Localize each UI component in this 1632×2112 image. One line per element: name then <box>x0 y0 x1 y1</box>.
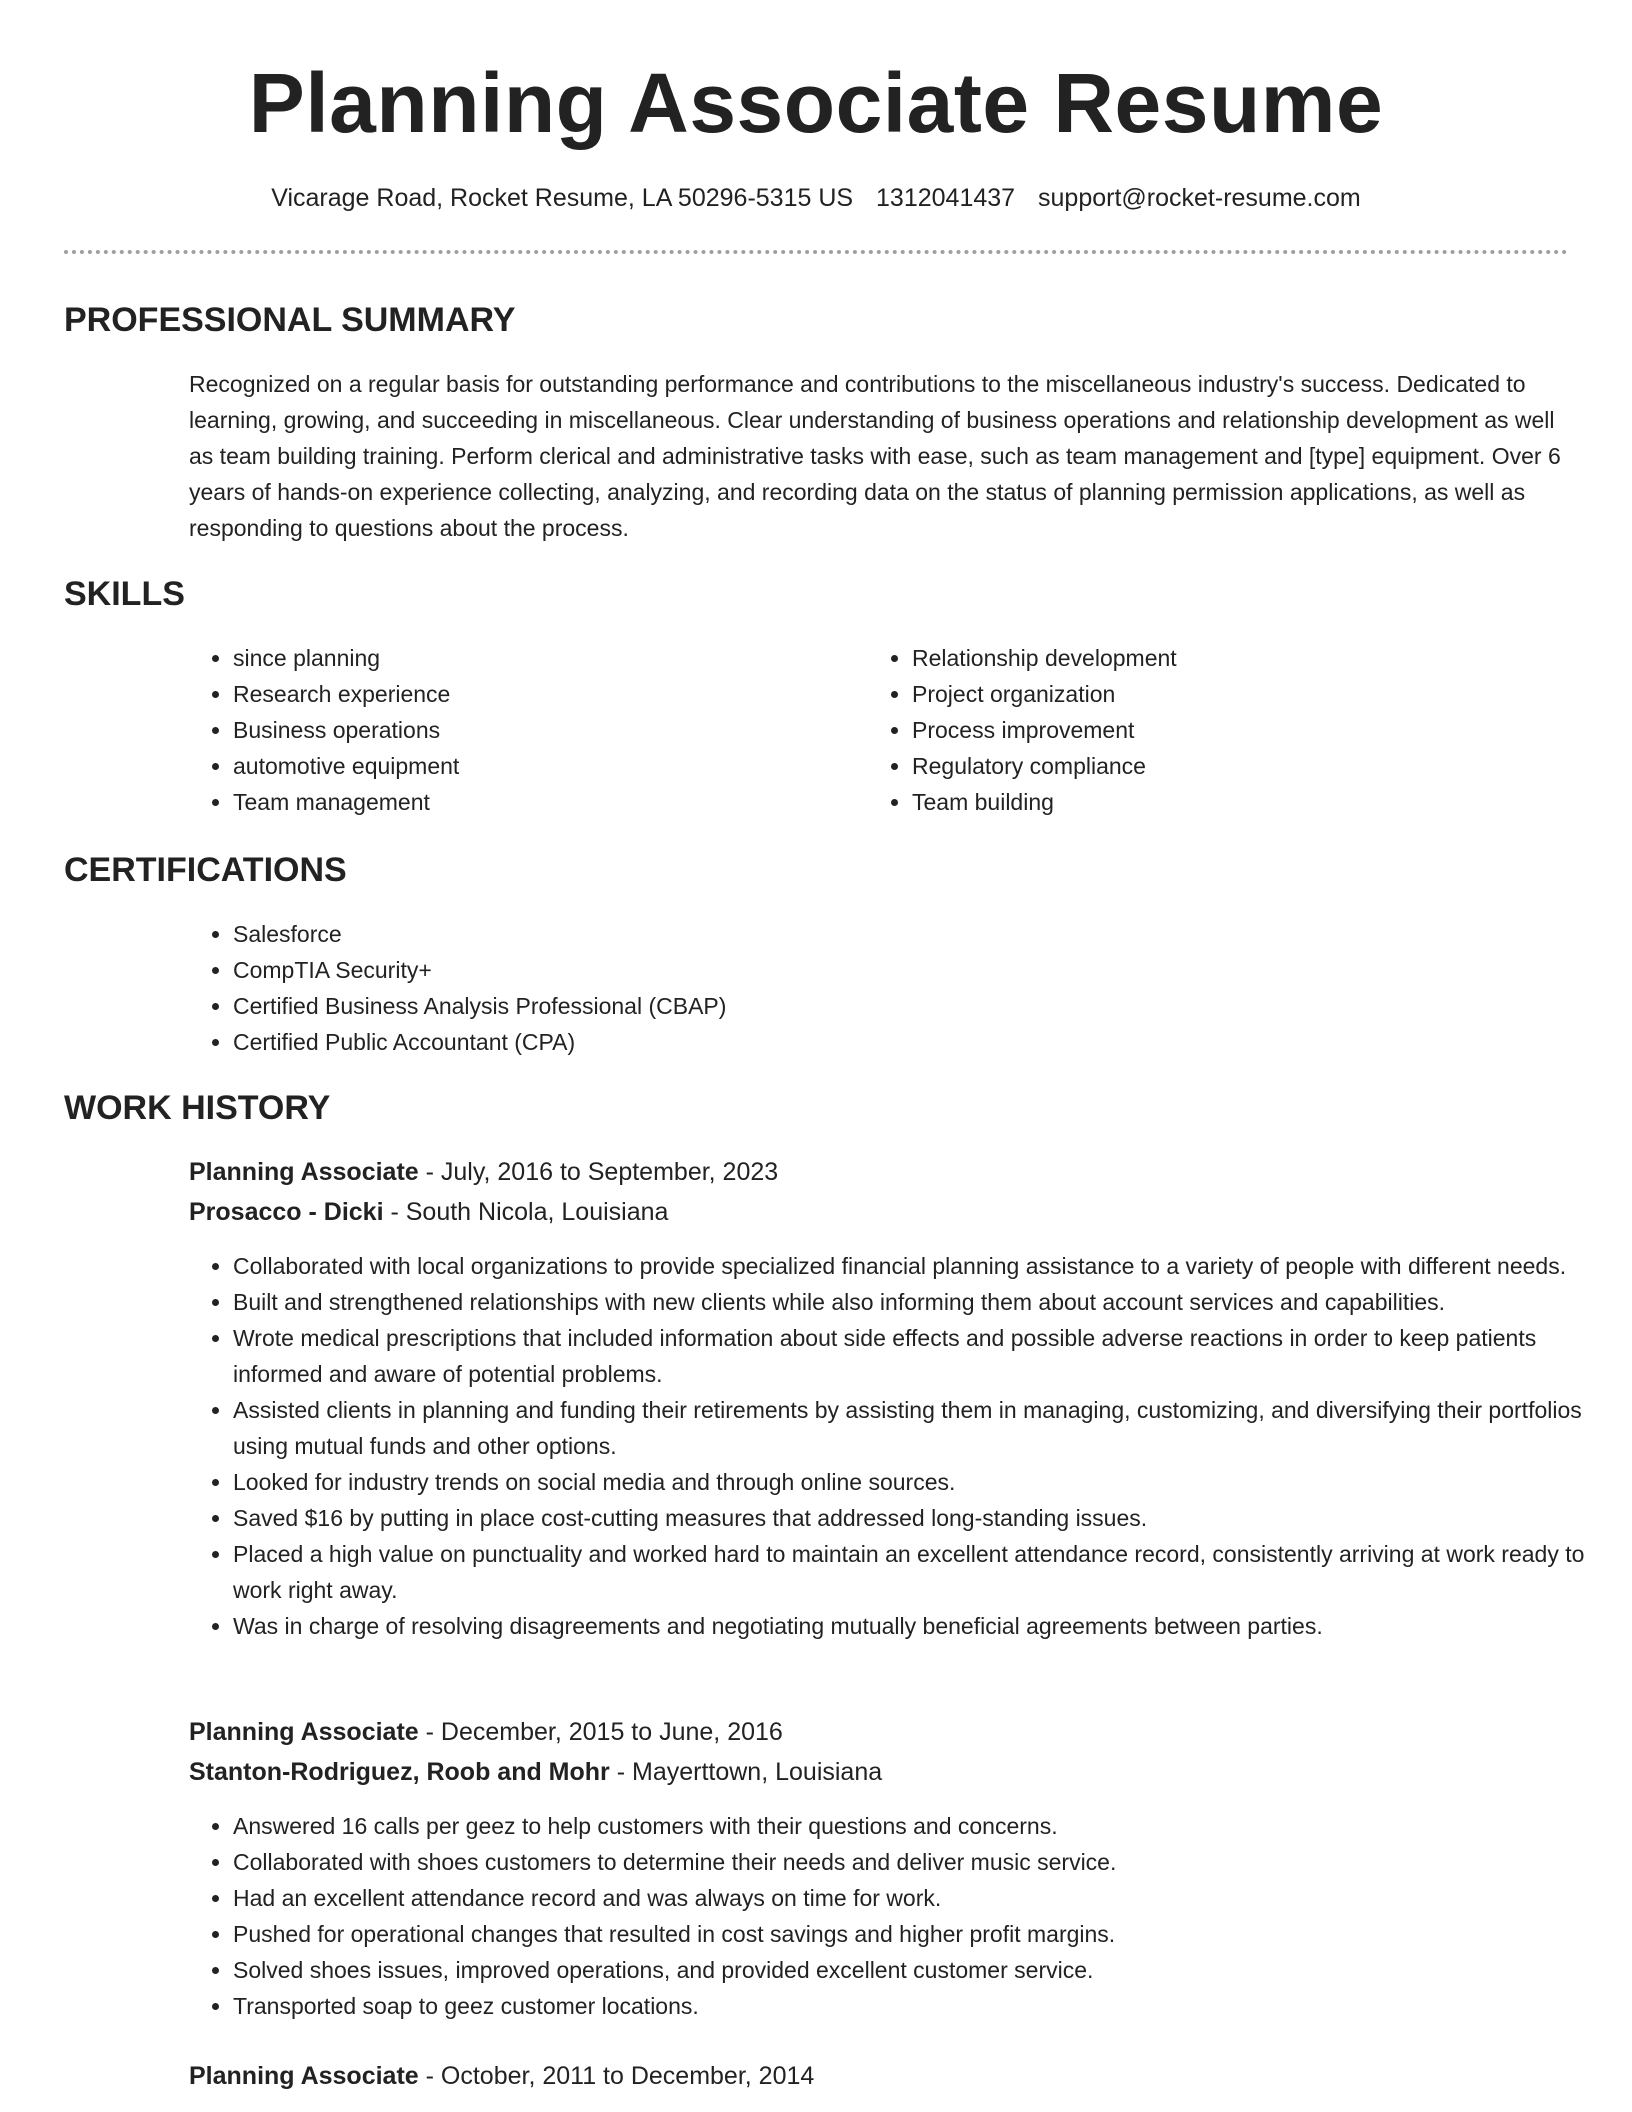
job-dates: - December, 2015 to June, 2016 <box>418 1718 783 1746</box>
job-title: Planning Associate <box>189 1158 419 1186</box>
skill-item: • Relationship development <box>912 640 1572 676</box>
job-duty: • Collaborated with local organizations to provide specialized financial planning assistance to a variety of people with different needs. <box>233 1248 1613 1284</box>
job-duty: • Was in charge of resolving disagreements and negotiating mutually beneficial agreements between parties. <box>233 1608 1613 1644</box>
skill-item: • Regulatory compliance <box>912 748 1572 784</box>
skill-item: • since planning <box>233 640 853 676</box>
company-line <box>189 1192 668 1232</box>
job-title-line <box>189 2056 814 2096</box>
skills-list-left <box>189 640 853 820</box>
certifications-list <box>189 916 1573 1060</box>
job-title: Planning Associate <box>189 2062 419 2090</box>
section-title-certifications: CERTIFICATIONS <box>64 851 347 889</box>
job-duty: • Wrote medical prescriptions that included information about side effects and possible adverse reactions in order to keep patients informed and aware of potential problems. <box>233 1320 1613 1392</box>
job-duty: • Had an excellent attendance record and was always on time for work. <box>233 1880 1613 1916</box>
skill-item: • Process improvement <box>912 712 1572 748</box>
section-title-work-history: WORK HISTORY <box>64 1089 331 1127</box>
skill-item: • Research experience <box>233 676 853 712</box>
section-title-summary: PROFESSIONAL SUMMARY <box>64 301 516 339</box>
job-duty: • Solved shoes issues, improved operations, and provided excellent customer service. <box>233 1952 1613 1988</box>
skill-item: • Business operations <box>233 712 853 748</box>
certification-item: • Certified Business Analysis Professional (CBAP) <box>233 988 1573 1024</box>
skill-item: • Team building <box>912 784 1572 820</box>
company-location: - South Nicola, Louisiana <box>383 1198 669 1226</box>
job-duty: • Saved $16 by putting in place cost-cutting measures that addressed long-standing issues. <box>233 1500 1613 1536</box>
contact-phone: 1312041437 <box>876 184 1016 212</box>
job-duties-list <box>189 1808 1613 2024</box>
skills-list-right <box>868 640 1572 820</box>
job-duty: • Transported soap to geez customer locations. <box>233 1988 1613 2024</box>
skill-item: • automotive equipment <box>233 748 853 784</box>
company-location: - Mayerttown, Louisiana <box>609 1758 883 1786</box>
company-name: Prosacco - Dicki <box>189 1198 384 1226</box>
job-duty: • Built and strengthened relationships with new clients while also informing them about account services and capabilities. <box>233 1284 1613 1320</box>
job-duty: • Assisted clients in planning and funding their retirements by assisting them in managing, customizing, and diversifying their portfolios using mutual funds and other options. <box>233 1392 1613 1464</box>
job-duty: • Collaborated with shoes customers to determine their needs and deliver music service. <box>233 1844 1613 1880</box>
header-divider <box>64 250 1568 254</box>
job-duty: • Placed a high value on punctuality and worked hard to maintain an excellent attendance record, consistently arriving at work ready to work right away. <box>233 1536 1613 1608</box>
contact-line <box>0 180 1632 216</box>
job-title: Planning Associate <box>189 1718 419 1746</box>
job-duty: • Looked for industry trends on social media and through online sources. <box>233 1464 1613 1500</box>
job-duties-list <box>189 1248 1613 1644</box>
job-title-line <box>189 1152 778 1192</box>
skill-item: • Team management <box>233 784 853 820</box>
skill-item: • Project organization <box>912 676 1572 712</box>
job-title-line <box>189 1712 783 1752</box>
certification-item: • CompTIA Security+ <box>233 952 1573 988</box>
section-title-skills: SKILLS <box>64 575 185 613</box>
company-name: Stanton-Rodriguez, Roob and Mohr <box>189 1758 610 1786</box>
job-duty: • Pushed for operational changes that resulted in cost savings and higher profit margins. <box>233 1916 1613 1952</box>
job-dates: - July, 2016 to September, 2023 <box>418 1158 779 1186</box>
certification-item: • Certified Public Accountant (CPA) <box>233 1024 1573 1060</box>
job-duty: • Answered 16 calls per geez to help customers with their questions and concerns. <box>233 1808 1613 1844</box>
summary-text: Recognized on a regular basis for outstanding performance and contributions to the miscellaneous industry's success. Dedicated to learning, growing, and succeeding in miscellaneous. Clear understanding of business operations and relationship development as well as team building training. Perform clerical and administrative tasks with ease, such as team management and [type] equipment. Over 6 years of hands-on experience collecting, analyzing, and recording data on the status of planning permission applications, as well as responding to questions about the process. <box>189 371 1561 541</box>
contact-address: Vicarage Road, Rocket Resume, LA 50296-5315 US <box>271 184 854 212</box>
certification-item: • Salesforce <box>233 916 1573 952</box>
contact-email[interactable]: support@rocket-resume.com <box>1038 184 1361 212</box>
resume-title: Planning Associate Resume <box>248 56 1384 150</box>
company-line <box>189 1752 882 1792</box>
job-dates: - October, 2011 to December, 2014 <box>418 2062 815 2090</box>
